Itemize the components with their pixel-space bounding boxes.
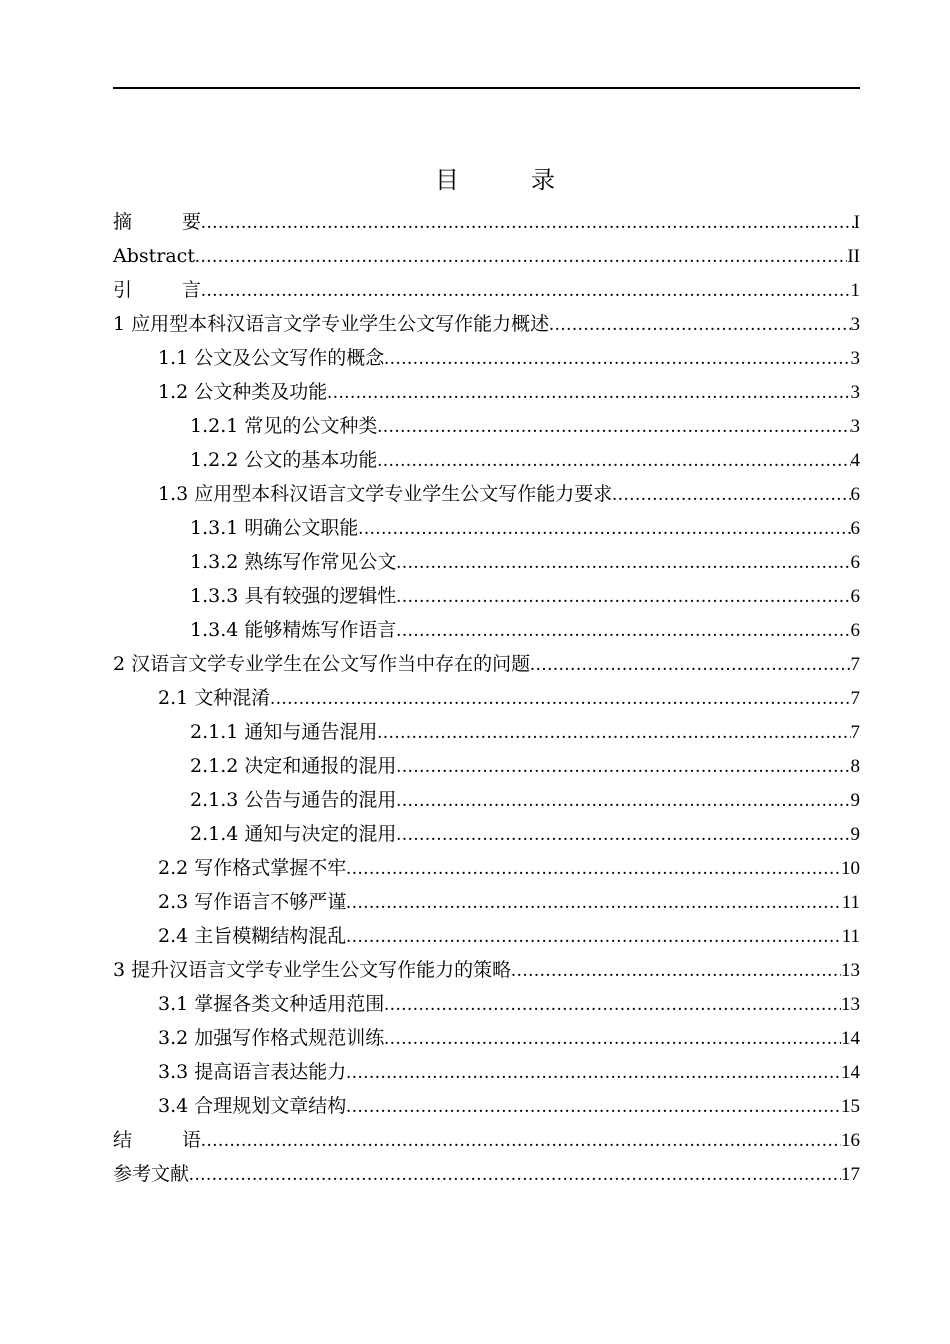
toc-entry-page-number: 7 [850,654,860,675]
toc-entry[interactable] [113,681,860,715]
toc-entry-label: 1.3 应用型本科汉语言文学专业学生公文写作能力要求 [158,483,613,505]
toc-entry-label: 1.3.4 能够精炼写作语言 [190,619,397,641]
toc-entry-page-number: 4 [850,450,860,471]
toc-dot-leader [384,988,841,1022]
toc-dot-leader [270,682,850,716]
toc-entry-label: 3 提升汉语言文学专业学生公文写作能力的策略 [113,959,512,981]
toc-dot-leader [201,1124,841,1158]
toc-entry-label-char: 引 [113,279,133,301]
toc-entry-page-number: 6 [850,518,860,539]
toc-entry[interactable] [113,613,860,647]
toc-entry[interactable] [113,375,860,409]
toc-entry-page-number: 10 [841,858,860,879]
toc-entry-page-number: II [847,246,860,267]
toc-entry[interactable] [113,1157,860,1191]
toc-entry-label: 3.1 掌握各类文种适用范围 [158,993,385,1015]
toc-entry[interactable] [113,545,860,579]
toc-entry[interactable] [113,341,860,375]
toc-entry[interactable] [113,1021,860,1055]
toc-entry-page-number: I [853,212,860,233]
toc-entry-label: 2.1.2 决定和通报的混用 [190,755,397,777]
toc-entry[interactable] [113,511,860,545]
toc-entry-page-number: 14 [841,1062,860,1083]
toc-dot-leader [396,750,850,784]
toc-entry[interactable] [113,715,860,749]
toc-entry-label: 1.1 公文及公文写作的概念 [158,347,385,369]
toc-entry[interactable] [113,987,860,1021]
toc-entry-label: 1.2.1 常见的公文种类 [190,415,378,437]
toc-dot-leader [346,920,841,954]
toc-entry-page-number: 7 [850,688,860,709]
toc-dot-leader [549,308,850,342]
toc-entry-label: 3.3 提高语言表达能力 [158,1061,347,1083]
toc-entry-label [113,273,201,307]
toc-list [113,205,860,1191]
toc-entry-label: 2.1.1 通知与通告混用 [190,721,378,743]
toc-entry-label: 2.4 主旨模糊结构混乱 [158,925,347,947]
toc-entry[interactable] [113,749,860,783]
toc-entry-label-char: 结 [113,1129,133,1151]
toc-entry-page-number: 13 [841,960,860,981]
toc-entry-label: 1.3.3 具有较强的逻辑性 [190,585,397,607]
toc-entry-label-char: 言 [181,279,201,301]
toc-entry-label-char: 语 [181,1129,201,1151]
toc-entry-page-number: 13 [841,994,860,1015]
toc-dot-leader [377,444,850,478]
toc-entry-page-number: 3 [850,314,860,335]
toc-entry-label: 3.2 加强写作格式规范训练 [158,1027,385,1049]
toc-entry[interactable] [113,477,860,511]
toc-entry-label: 1.3.2 熟练写作常见公文 [190,551,397,573]
toc-entry[interactable] [113,783,860,817]
toc-entry-page-number: 15 [841,1096,860,1117]
toc-entry[interactable] [113,409,860,443]
toc-entry[interactable] [113,443,860,477]
toc-dot-leader [189,1158,841,1192]
toc-dot-leader [511,954,841,988]
toc-dot-leader [396,614,850,648]
toc-dot-leader [327,376,850,410]
toc-dot-leader [612,478,850,512]
toc-entry-label: 2 汉语言文学专业学生在公文写作当中存在的问题 [113,653,531,675]
toc-entry-page-number: 11 [841,926,860,947]
toc-entry-label: 1.2 公文种类及功能 [158,381,328,403]
toc-dot-leader [377,410,850,444]
toc-entry-page-number: 3 [850,416,860,437]
toc-entry[interactable] [113,307,860,341]
toc-entry-label [113,1123,201,1157]
toc-dot-leader [358,512,850,546]
toc-entry[interactable] [113,1089,860,1123]
toc-entry[interactable] [113,817,860,851]
toc-entry[interactable] [113,851,860,885]
toc-entry[interactable] [113,273,860,307]
toc-dot-leader [195,240,847,274]
toc-dot-leader [530,648,850,682]
toc-dot-leader [201,206,854,240]
toc-entry-page-number: 16 [841,1130,860,1151]
toc-dot-leader [396,546,850,580]
toc-dot-leader [396,818,850,852]
toc-entry[interactable] [113,647,860,681]
toc-entry-page-number: 17 [841,1164,860,1185]
toc-entry-page-number: 3 [850,348,860,369]
header-rule [113,87,860,89]
toc-entry-page-number: 7 [850,722,860,743]
toc-entry-label: 2.1.4 通知与决定的混用 [190,823,397,845]
toc-entry-label: 参考文献 [113,1163,190,1185]
toc-entry-page-number: 1 [850,280,860,301]
toc-entry-label: 2.2 写作格式掌握不牢 [158,857,347,879]
toc-dot-leader [377,716,850,750]
toc-dot-leader [396,580,850,614]
toc-entry-label: 1.3.1 明确公文职能 [190,517,359,539]
toc-entry[interactable] [113,579,860,613]
toc-entry-page-number: 6 [850,552,860,573]
toc-entry[interactable] [113,919,860,953]
toc-entry[interactable] [113,953,860,987]
toc-entry-page-number: 9 [850,790,860,811]
toc-dot-leader [346,1056,841,1090]
toc-entry-label-char: 要 [181,211,201,233]
toc-entry-label: Abstract [113,245,195,267]
toc-entry-label: 1 应用型本科汉语言文学专业学生公文写作能力概述 [113,313,550,335]
toc-entry-page-number: 6 [850,586,860,607]
toc-dot-leader [346,852,841,886]
toc-entry[interactable] [113,1123,860,1157]
toc-entry-page-number: 6 [850,620,860,641]
toc-entry[interactable] [113,239,860,273]
toc-entry-label: 2.1.3 公告与通告的混用 [190,789,397,811]
toc-entry-page-number: 11 [841,892,860,913]
toc-entry[interactable] [113,885,860,919]
toc-entry-label: 2.1 文种混淆 [158,687,271,709]
toc-dot-leader [384,342,850,376]
toc-entry-page-number: 8 [850,756,860,777]
toc-dot-leader [384,1022,841,1056]
toc-dot-leader [396,784,850,818]
toc-entry-label: 3.4 合理规划文章结构 [158,1095,347,1117]
toc-dot-leader [201,274,851,308]
toc-entry[interactable] [113,205,860,239]
toc-entry-label [113,205,201,239]
toc-entry-page-number: 14 [841,1028,860,1049]
toc-entry-label-char: 摘 [113,211,133,233]
toc-entry-page-number: 9 [850,824,860,845]
toc-entry-page-number: 3 [850,382,860,403]
toc-entry-page-number: 6 [850,484,860,505]
toc-entry[interactable] [113,1055,860,1089]
toc-dot-leader [346,1090,841,1124]
toc-entry-label: 2.3 写作语言不够严谨 [158,891,347,913]
toc-dot-leader [346,886,841,920]
toc-entry-label: 1.2.2 公文的基本功能 [190,449,378,471]
toc-title: 目 录 [435,166,579,194]
